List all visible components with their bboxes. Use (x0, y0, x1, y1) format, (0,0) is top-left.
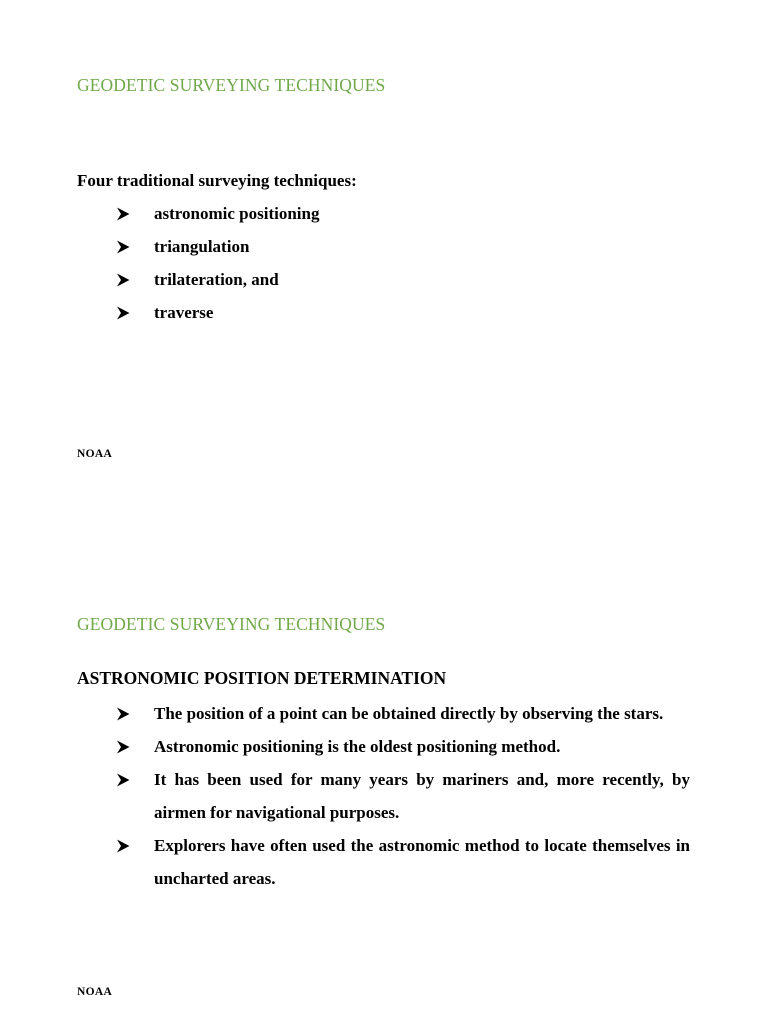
list-item-text: Explorers have often used the astronomic method to locate themselves in uncharted areas. (154, 836, 690, 888)
list-item (0, 829, 690, 895)
list-item (0, 296, 319, 329)
arrowhead-bullet-icon (116, 730, 130, 763)
list-item-text: traverse (154, 303, 214, 322)
bullet-list (0, 697, 690, 895)
slide-page-2 (0, 538, 768, 1024)
list-item-text: Astronomic positioning is the oldest positioning method. (154, 737, 561, 756)
arrowhead-bullet-icon (116, 829, 130, 862)
section-title: ASTRONOMIC POSITION DETERMINATION (77, 668, 447, 688)
arrowhead-bullet-icon (116, 197, 130, 230)
arrowhead-bullet-icon (116, 263, 130, 296)
list-item (0, 730, 690, 763)
list-item (0, 263, 319, 296)
footer-source: NOAA (77, 448, 113, 460)
arrowhead-bullet-icon (116, 230, 130, 263)
page-heading: GEODETIC SURVEYING TECHNIQUES (77, 614, 386, 634)
list-item-text: trilateration, and (154, 270, 279, 289)
list-item-text: The position of a point can be obtained directly by observing the stars. (154, 704, 664, 723)
list-item-text: astronomic positioning (154, 204, 320, 223)
arrowhead-bullet-icon (116, 296, 130, 329)
list-item (0, 230, 319, 263)
bullet-list (0, 197, 319, 329)
list-item (0, 763, 690, 829)
list-item (0, 197, 319, 230)
list-item (0, 697, 690, 730)
page-heading: GEODETIC SURVEYING TECHNIQUES (77, 75, 386, 95)
arrowhead-bullet-icon (116, 697, 130, 730)
arrowhead-bullet-icon (116, 763, 130, 796)
footer-source: NOAA (77, 986, 113, 998)
list-item-text: triangulation (154, 237, 250, 256)
list-item-text: It has been used for many years by mariners and, more recently, by airmen for navigational purposes. (154, 770, 690, 822)
lead-text: Four traditional surveying techniques: (77, 171, 357, 190)
